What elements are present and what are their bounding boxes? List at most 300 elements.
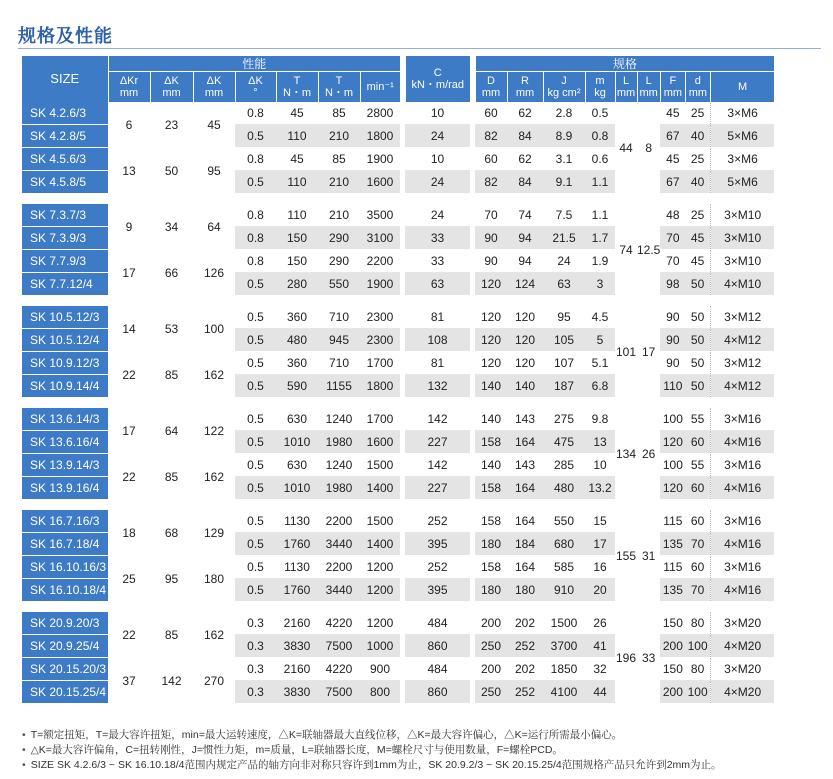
min-cell: 800 bbox=[360, 681, 400, 704]
D-cell: 90 bbox=[475, 250, 507, 273]
dk2-cell: 162 bbox=[193, 454, 235, 500]
R-cell: 94 bbox=[507, 250, 543, 273]
D-cell: 140 bbox=[475, 375, 507, 398]
size-cell: SK 16.10.18/4 bbox=[22, 579, 108, 602]
ct-cell: 81 bbox=[405, 306, 470, 329]
size-cell: SK 16.7.18/4 bbox=[22, 533, 108, 556]
tkn-cell: 480 bbox=[276, 329, 318, 352]
size-cell: SK 13.6.14/3 bbox=[22, 408, 108, 431]
R-cell: 140 bbox=[507, 375, 543, 398]
M-cell: 3×M12 bbox=[710, 352, 774, 375]
min-cell: 1200 bbox=[360, 579, 400, 602]
tkn-cell: 45 bbox=[276, 148, 318, 171]
tkn-cell: 1130 bbox=[276, 556, 318, 579]
min-cell: 1900 bbox=[360, 148, 400, 171]
dk1-cell: 34 bbox=[150, 204, 193, 250]
M-cell: 5×M6 bbox=[710, 171, 774, 194]
footnote: • T=额定扭矩，T=最大容许扭矩，min=最大运转速度，△K=联轴器最大直线位移，△K=最大容许偏心，△K=运行所需最小偏心。 bbox=[22, 728, 722, 743]
ct-cell: 142 bbox=[405, 454, 470, 477]
M-cell: 3×M12 bbox=[710, 306, 774, 329]
m-cell: 9.8 bbox=[585, 408, 615, 431]
table-row bbox=[22, 352, 774, 375]
dka-cell: 0.3 bbox=[235, 658, 276, 681]
D-cell: 70 bbox=[475, 204, 507, 227]
L-cell: 134 bbox=[615, 408, 637, 500]
min-cell: 1500 bbox=[360, 510, 400, 533]
M-cell: 4×M20 bbox=[710, 681, 774, 704]
M-cell: 4×M20 bbox=[710, 635, 774, 658]
m-cell: 13 bbox=[585, 431, 615, 454]
M-cell: 4×M16 bbox=[710, 431, 774, 454]
min-cell: 2300 bbox=[360, 329, 400, 352]
ct-cell: 24 bbox=[405, 171, 470, 194]
dka-cell: 0.5 bbox=[235, 477, 276, 500]
size-cell: SK 7.7.9/3 bbox=[22, 250, 108, 273]
F-cell: 150 bbox=[660, 612, 685, 635]
footnote: • △K=最大容许偏角，C=扭转刚性，J=惯性力矩，m=质量，L=联轴器长度，M=螺栓尺寸与使用数量，F=螺栓PCD。 bbox=[22, 743, 722, 758]
col-dk2: ΔK mm bbox=[193, 72, 235, 103]
J-cell: 7.5 bbox=[543, 204, 585, 227]
dk2-cell: 162 bbox=[193, 352, 235, 398]
D-cell: 180 bbox=[475, 579, 507, 602]
M-cell: 4×M16 bbox=[710, 533, 774, 556]
col-L: L mm bbox=[615, 72, 637, 103]
d-cell: 25 bbox=[685, 204, 710, 227]
F-cell: 115 bbox=[660, 556, 685, 579]
tkn-cell: 110 bbox=[276, 125, 318, 148]
R-cell: 202 bbox=[507, 612, 543, 635]
dkr-cell: 9 bbox=[108, 204, 150, 250]
D-cell: 120 bbox=[475, 329, 507, 352]
tkn-cell: 1760 bbox=[276, 579, 318, 602]
tmax-cell: 3440 bbox=[318, 533, 360, 556]
col-D: D mm bbox=[475, 72, 507, 103]
M-cell: 5×M6 bbox=[710, 125, 774, 148]
d-cell: 50 bbox=[685, 306, 710, 329]
M-cell: 4×M10 bbox=[710, 273, 774, 296]
D-cell: 140 bbox=[475, 454, 507, 477]
F-cell: 115 bbox=[660, 510, 685, 533]
size-cell: SK 20.15.25/4 bbox=[22, 681, 108, 704]
F-cell: 200 bbox=[660, 681, 685, 704]
col-dk1: ΔK mm bbox=[150, 72, 193, 103]
ct-cell: 108 bbox=[405, 329, 470, 352]
D-cell: 120 bbox=[475, 273, 507, 296]
dk1-cell: 68 bbox=[150, 510, 193, 556]
R-cell: 202 bbox=[507, 658, 543, 681]
tkn-cell: 150 bbox=[276, 227, 318, 250]
tkn-cell: 150 bbox=[276, 250, 318, 273]
min-cell: 1800 bbox=[360, 125, 400, 148]
tmax-cell: 290 bbox=[318, 250, 360, 273]
d-cell: 55 bbox=[685, 454, 710, 477]
dka-cell: 0.5 bbox=[235, 556, 276, 579]
dk2-cell: 162 bbox=[193, 612, 235, 658]
ct-cell: 142 bbox=[405, 408, 470, 431]
size-cell: SK 10.5.12/4 bbox=[22, 329, 108, 352]
M-cell: 4×M16 bbox=[710, 477, 774, 500]
M-cell: 3×M16 bbox=[710, 454, 774, 477]
dk1-cell: 85 bbox=[150, 352, 193, 398]
dk2-cell: 180 bbox=[193, 556, 235, 602]
R-cell: 120 bbox=[507, 306, 543, 329]
size-cell: SK 7.7.12/4 bbox=[22, 273, 108, 296]
tmax-cell: 210 bbox=[318, 204, 360, 227]
R-cell: 143 bbox=[507, 408, 543, 431]
F-cell: 100 bbox=[660, 454, 685, 477]
min-cell: 900 bbox=[360, 658, 400, 681]
tkn-cell: 3830 bbox=[276, 681, 318, 704]
dka-cell: 0.5 bbox=[235, 431, 276, 454]
J-cell: 105 bbox=[543, 329, 585, 352]
dka-cell: 0.5 bbox=[235, 125, 276, 148]
d-cell: 100 bbox=[685, 635, 710, 658]
ct-cell: 10 bbox=[405, 148, 470, 171]
col-tmax: T N・m bbox=[318, 72, 360, 103]
ct-cell: 33 bbox=[405, 250, 470, 273]
tmax-cell: 7500 bbox=[318, 635, 360, 658]
dka-cell: 0.5 bbox=[235, 352, 276, 375]
dkr-cell: 17 bbox=[108, 250, 150, 296]
dk2-cell: 64 bbox=[193, 204, 235, 250]
dka-cell: 0.5 bbox=[235, 329, 276, 352]
m-cell: 10 bbox=[585, 454, 615, 477]
min-cell: 3100 bbox=[360, 227, 400, 250]
dk2-cell: 95 bbox=[193, 148, 235, 194]
size-cell: SK 4.2.8/5 bbox=[22, 125, 108, 148]
L-cell: 101 bbox=[615, 306, 637, 398]
dk2-cell: 122 bbox=[193, 408, 235, 454]
m-cell: 32 bbox=[585, 658, 615, 681]
J-cell: 9.1 bbox=[543, 171, 585, 194]
min-cell: 2800 bbox=[360, 102, 400, 125]
d-cell: 60 bbox=[685, 431, 710, 454]
tmax-cell: 4220 bbox=[318, 658, 360, 681]
size-cell: SK 4.5.6/3 bbox=[22, 148, 108, 171]
dkr-cell: 6 bbox=[108, 102, 150, 148]
tmax-cell: 290 bbox=[318, 227, 360, 250]
dkr-cell: 18 bbox=[108, 510, 150, 556]
d-cell: 45 bbox=[685, 227, 710, 250]
size-cell: SK 16.7.16/3 bbox=[22, 510, 108, 533]
d-cell: 40 bbox=[685, 171, 710, 194]
performance-group-header: 性能 bbox=[108, 56, 400, 72]
size-cell: SK 13.9.14/3 bbox=[22, 454, 108, 477]
ct-cell: 252 bbox=[405, 556, 470, 579]
R-cell: 74 bbox=[507, 204, 543, 227]
L2-cell: 17 bbox=[637, 306, 660, 398]
R-cell: 62 bbox=[507, 148, 543, 171]
d-cell: 100 bbox=[685, 681, 710, 704]
dk2-cell: 126 bbox=[193, 250, 235, 296]
R-cell: 94 bbox=[507, 227, 543, 250]
J-cell: 475 bbox=[543, 431, 585, 454]
M-cell: 4×M12 bbox=[710, 329, 774, 352]
R-cell: 184 bbox=[507, 533, 543, 556]
R-cell: 180 bbox=[507, 579, 543, 602]
col-d: d mm bbox=[685, 72, 710, 103]
ct-cell: 81 bbox=[405, 352, 470, 375]
M-cell: 3×M10 bbox=[710, 204, 774, 227]
col-F: F mm bbox=[660, 72, 685, 103]
J-cell: 680 bbox=[543, 533, 585, 556]
F-cell: 100 bbox=[660, 408, 685, 431]
spec-group-header: 规格 bbox=[475, 56, 774, 72]
J-cell: 21.5 bbox=[543, 227, 585, 250]
M-cell: 3×M6 bbox=[710, 148, 774, 171]
dkr-cell: 14 bbox=[108, 306, 150, 352]
ct-cell: 33 bbox=[405, 227, 470, 250]
R-cell: 164 bbox=[507, 431, 543, 454]
R-cell: 252 bbox=[507, 681, 543, 704]
m-cell: 44 bbox=[585, 681, 615, 704]
tkn-cell: 2160 bbox=[276, 612, 318, 635]
L2-cell: 8 bbox=[637, 102, 660, 194]
dk1-cell: 85 bbox=[150, 454, 193, 500]
dka-cell: 0.3 bbox=[235, 635, 276, 658]
size-cell: SK 20.9.25/4 bbox=[22, 635, 108, 658]
M-cell: 3×M16 bbox=[710, 510, 774, 533]
tmax-cell: 2200 bbox=[318, 510, 360, 533]
D-cell: 158 bbox=[475, 510, 507, 533]
dka-cell: 0.5 bbox=[235, 579, 276, 602]
m-cell: 0.6 bbox=[585, 148, 615, 171]
size-cell: SK 7.3.9/3 bbox=[22, 227, 108, 250]
dka-cell: 0.5 bbox=[235, 510, 276, 533]
ct-cell: 227 bbox=[405, 431, 470, 454]
tmax-cell: 7500 bbox=[318, 681, 360, 704]
min-cell: 3500 bbox=[360, 204, 400, 227]
J-cell: 4100 bbox=[543, 681, 585, 704]
tkn-cell: 590 bbox=[276, 375, 318, 398]
D-cell: 90 bbox=[475, 227, 507, 250]
L-cell: 155 bbox=[615, 510, 637, 602]
ct-cell: 24 bbox=[405, 125, 470, 148]
dk2-cell: 100 bbox=[193, 306, 235, 352]
tmax-cell: 945 bbox=[318, 329, 360, 352]
tmax-cell: 85 bbox=[318, 102, 360, 125]
table-row bbox=[22, 658, 774, 681]
F-cell: 45 bbox=[660, 102, 685, 125]
J-cell: 24 bbox=[543, 250, 585, 273]
footnote: • SIZE SK 4.2.6/3 ~ SK 16.10.18/4范围内规定产品的轴方向非对称只容许到1mm为止，SK 20.9.2/3 ~ SK 20.15.25/4范围规格产品只允许到2mm为止。 bbox=[22, 758, 722, 773]
F-cell: 67 bbox=[660, 171, 685, 194]
J-cell: 275 bbox=[543, 408, 585, 431]
d-cell: 25 bbox=[685, 148, 710, 171]
D-cell: 250 bbox=[475, 635, 507, 658]
R-cell: 62 bbox=[507, 102, 543, 125]
F-cell: 110 bbox=[660, 375, 685, 398]
ct-cell: 252 bbox=[405, 510, 470, 533]
m-cell: 1.1 bbox=[585, 204, 615, 227]
size-cell: SK 10.9.14/4 bbox=[22, 375, 108, 398]
J-cell: 1850 bbox=[543, 658, 585, 681]
D-cell: 158 bbox=[475, 431, 507, 454]
D-cell: 180 bbox=[475, 533, 507, 556]
m-cell: 5 bbox=[585, 329, 615, 352]
min-cell: 1200 bbox=[360, 556, 400, 579]
M-cell: 4×M16 bbox=[710, 579, 774, 602]
J-cell: 1500 bbox=[543, 612, 585, 635]
min-cell: 1200 bbox=[360, 612, 400, 635]
tmax-cell: 1240 bbox=[318, 454, 360, 477]
D-cell: 82 bbox=[475, 171, 507, 194]
D-cell: 82 bbox=[475, 125, 507, 148]
tmax-cell: 1980 bbox=[318, 431, 360, 454]
dk1-cell: 53 bbox=[150, 306, 193, 352]
d-cell: 55 bbox=[685, 408, 710, 431]
size-header: SIZE bbox=[22, 56, 108, 102]
m-cell: 3 bbox=[585, 273, 615, 296]
J-cell: 480 bbox=[543, 477, 585, 500]
dka-cell: 0.8 bbox=[235, 204, 276, 227]
L2-cell: 33 bbox=[637, 612, 660, 704]
table-row bbox=[22, 408, 774, 431]
J-cell: 2.8 bbox=[543, 102, 585, 125]
tkn-cell: 1010 bbox=[276, 431, 318, 454]
dk1-cell: 66 bbox=[150, 250, 193, 296]
tmax-cell: 3440 bbox=[318, 579, 360, 602]
tkn-cell: 3830 bbox=[276, 635, 318, 658]
d-cell: 50 bbox=[685, 352, 710, 375]
col-L2: L mm bbox=[637, 72, 660, 103]
col-ct: C kN・m/rad bbox=[405, 56, 470, 102]
tmax-cell: 710 bbox=[318, 352, 360, 375]
m-cell: 41 bbox=[585, 635, 615, 658]
R-cell: 84 bbox=[507, 125, 543, 148]
d-cell: 40 bbox=[685, 125, 710, 148]
d-cell: 70 bbox=[685, 533, 710, 556]
dka-cell: 0.3 bbox=[235, 612, 276, 635]
ct-cell: 227 bbox=[405, 477, 470, 500]
F-cell: 120 bbox=[660, 431, 685, 454]
J-cell: 3.1 bbox=[543, 148, 585, 171]
table-row bbox=[22, 102, 774, 125]
F-cell: 135 bbox=[660, 533, 685, 556]
col-dka: ΔK ° bbox=[235, 72, 276, 103]
d-cell: 45 bbox=[685, 250, 710, 273]
min-cell: 1000 bbox=[360, 635, 400, 658]
table-row bbox=[22, 148, 774, 171]
dka-cell: 0.8 bbox=[235, 148, 276, 171]
table-row bbox=[22, 250, 774, 273]
size-cell: SK 20.15.20/3 bbox=[22, 658, 108, 681]
dka-cell: 0.5 bbox=[235, 375, 276, 398]
R-cell: 120 bbox=[507, 329, 543, 352]
m-cell: 0.8 bbox=[585, 125, 615, 148]
dkr-cell: 17 bbox=[108, 408, 150, 454]
min-cell: 1700 bbox=[360, 408, 400, 431]
tmax-cell: 2200 bbox=[318, 556, 360, 579]
J-cell: 95 bbox=[543, 306, 585, 329]
footnotes bbox=[22, 728, 722, 773]
dka-cell: 0.8 bbox=[235, 227, 276, 250]
min-cell: 1600 bbox=[360, 171, 400, 194]
dkr-cell: 37 bbox=[108, 658, 150, 704]
min-cell: 1800 bbox=[360, 375, 400, 398]
min-cell: 1700 bbox=[360, 352, 400, 375]
m-cell: 13.2 bbox=[585, 477, 615, 500]
L-cell: 74 bbox=[615, 204, 637, 296]
M-cell: 3×M20 bbox=[710, 658, 774, 681]
size-cell: SK 20.9.20/3 bbox=[22, 612, 108, 635]
ct-cell: 395 bbox=[405, 579, 470, 602]
R-cell: 164 bbox=[507, 477, 543, 500]
ct-cell: 63 bbox=[405, 273, 470, 296]
dk2-cell: 129 bbox=[193, 510, 235, 556]
d-cell: 50 bbox=[685, 273, 710, 296]
J-cell: 585 bbox=[543, 556, 585, 579]
col-m: m kg bbox=[585, 72, 615, 103]
tkn-cell: 2160 bbox=[276, 658, 318, 681]
spec-table bbox=[22, 56, 774, 704]
D-cell: 200 bbox=[475, 658, 507, 681]
tkn-cell: 110 bbox=[276, 204, 318, 227]
L-cell: 44 bbox=[615, 102, 637, 194]
D-cell: 60 bbox=[475, 102, 507, 125]
d-cell: 25 bbox=[685, 102, 710, 125]
dkr-cell: 25 bbox=[108, 556, 150, 602]
m-cell: 6.8 bbox=[585, 375, 615, 398]
table-row bbox=[22, 510, 774, 533]
col-tkn: T N・m bbox=[276, 72, 318, 103]
col-M: M bbox=[710, 72, 774, 103]
dk1-cell: 85 bbox=[150, 612, 193, 658]
tkn-cell: 110 bbox=[276, 171, 318, 194]
m-cell: 15 bbox=[585, 510, 615, 533]
m-cell: 16 bbox=[585, 556, 615, 579]
dk1-cell: 142 bbox=[150, 658, 193, 704]
J-cell: 3700 bbox=[543, 635, 585, 658]
dk1-cell: 95 bbox=[150, 556, 193, 602]
dkr-cell: 22 bbox=[108, 352, 150, 398]
ct-cell: 484 bbox=[405, 612, 470, 635]
size-cell: SK 10.5.12/3 bbox=[22, 306, 108, 329]
J-cell: 910 bbox=[543, 579, 585, 602]
ct-cell: 132 bbox=[405, 375, 470, 398]
size-cell: SK 4.2.6/3 bbox=[22, 102, 108, 125]
m-cell: 1.1 bbox=[585, 171, 615, 194]
R-cell: 252 bbox=[507, 635, 543, 658]
tmax-cell: 1240 bbox=[318, 408, 360, 431]
R-cell: 164 bbox=[507, 510, 543, 533]
ct-cell: 395 bbox=[405, 533, 470, 556]
size-cell: SK 4.5.8/5 bbox=[22, 171, 108, 194]
M-cell: 3×M20 bbox=[710, 612, 774, 635]
D-cell: 140 bbox=[475, 408, 507, 431]
min-cell: 1400 bbox=[360, 477, 400, 500]
tkn-cell: 1760 bbox=[276, 533, 318, 556]
F-cell: 45 bbox=[660, 148, 685, 171]
F-cell: 150 bbox=[660, 658, 685, 681]
page-title: 规格及性能 bbox=[18, 26, 113, 46]
table-row bbox=[22, 612, 774, 635]
tmax-cell: 1155 bbox=[318, 375, 360, 398]
M-cell: 3×M10 bbox=[710, 250, 774, 273]
tmax-cell: 1980 bbox=[318, 477, 360, 500]
dka-cell: 0.8 bbox=[235, 250, 276, 273]
M-cell: 3×M16 bbox=[710, 556, 774, 579]
F-cell: 90 bbox=[660, 352, 685, 375]
tkn-cell: 630 bbox=[276, 454, 318, 477]
L-cell: 196 bbox=[615, 612, 637, 704]
dk1-cell: 50 bbox=[150, 148, 193, 194]
dka-cell: 0.5 bbox=[235, 454, 276, 477]
dkr-cell: 22 bbox=[108, 454, 150, 500]
col-min: min⁻¹ bbox=[360, 72, 400, 103]
size-cell: SK 10.9.12/3 bbox=[22, 352, 108, 375]
R-cell: 124 bbox=[507, 273, 543, 296]
